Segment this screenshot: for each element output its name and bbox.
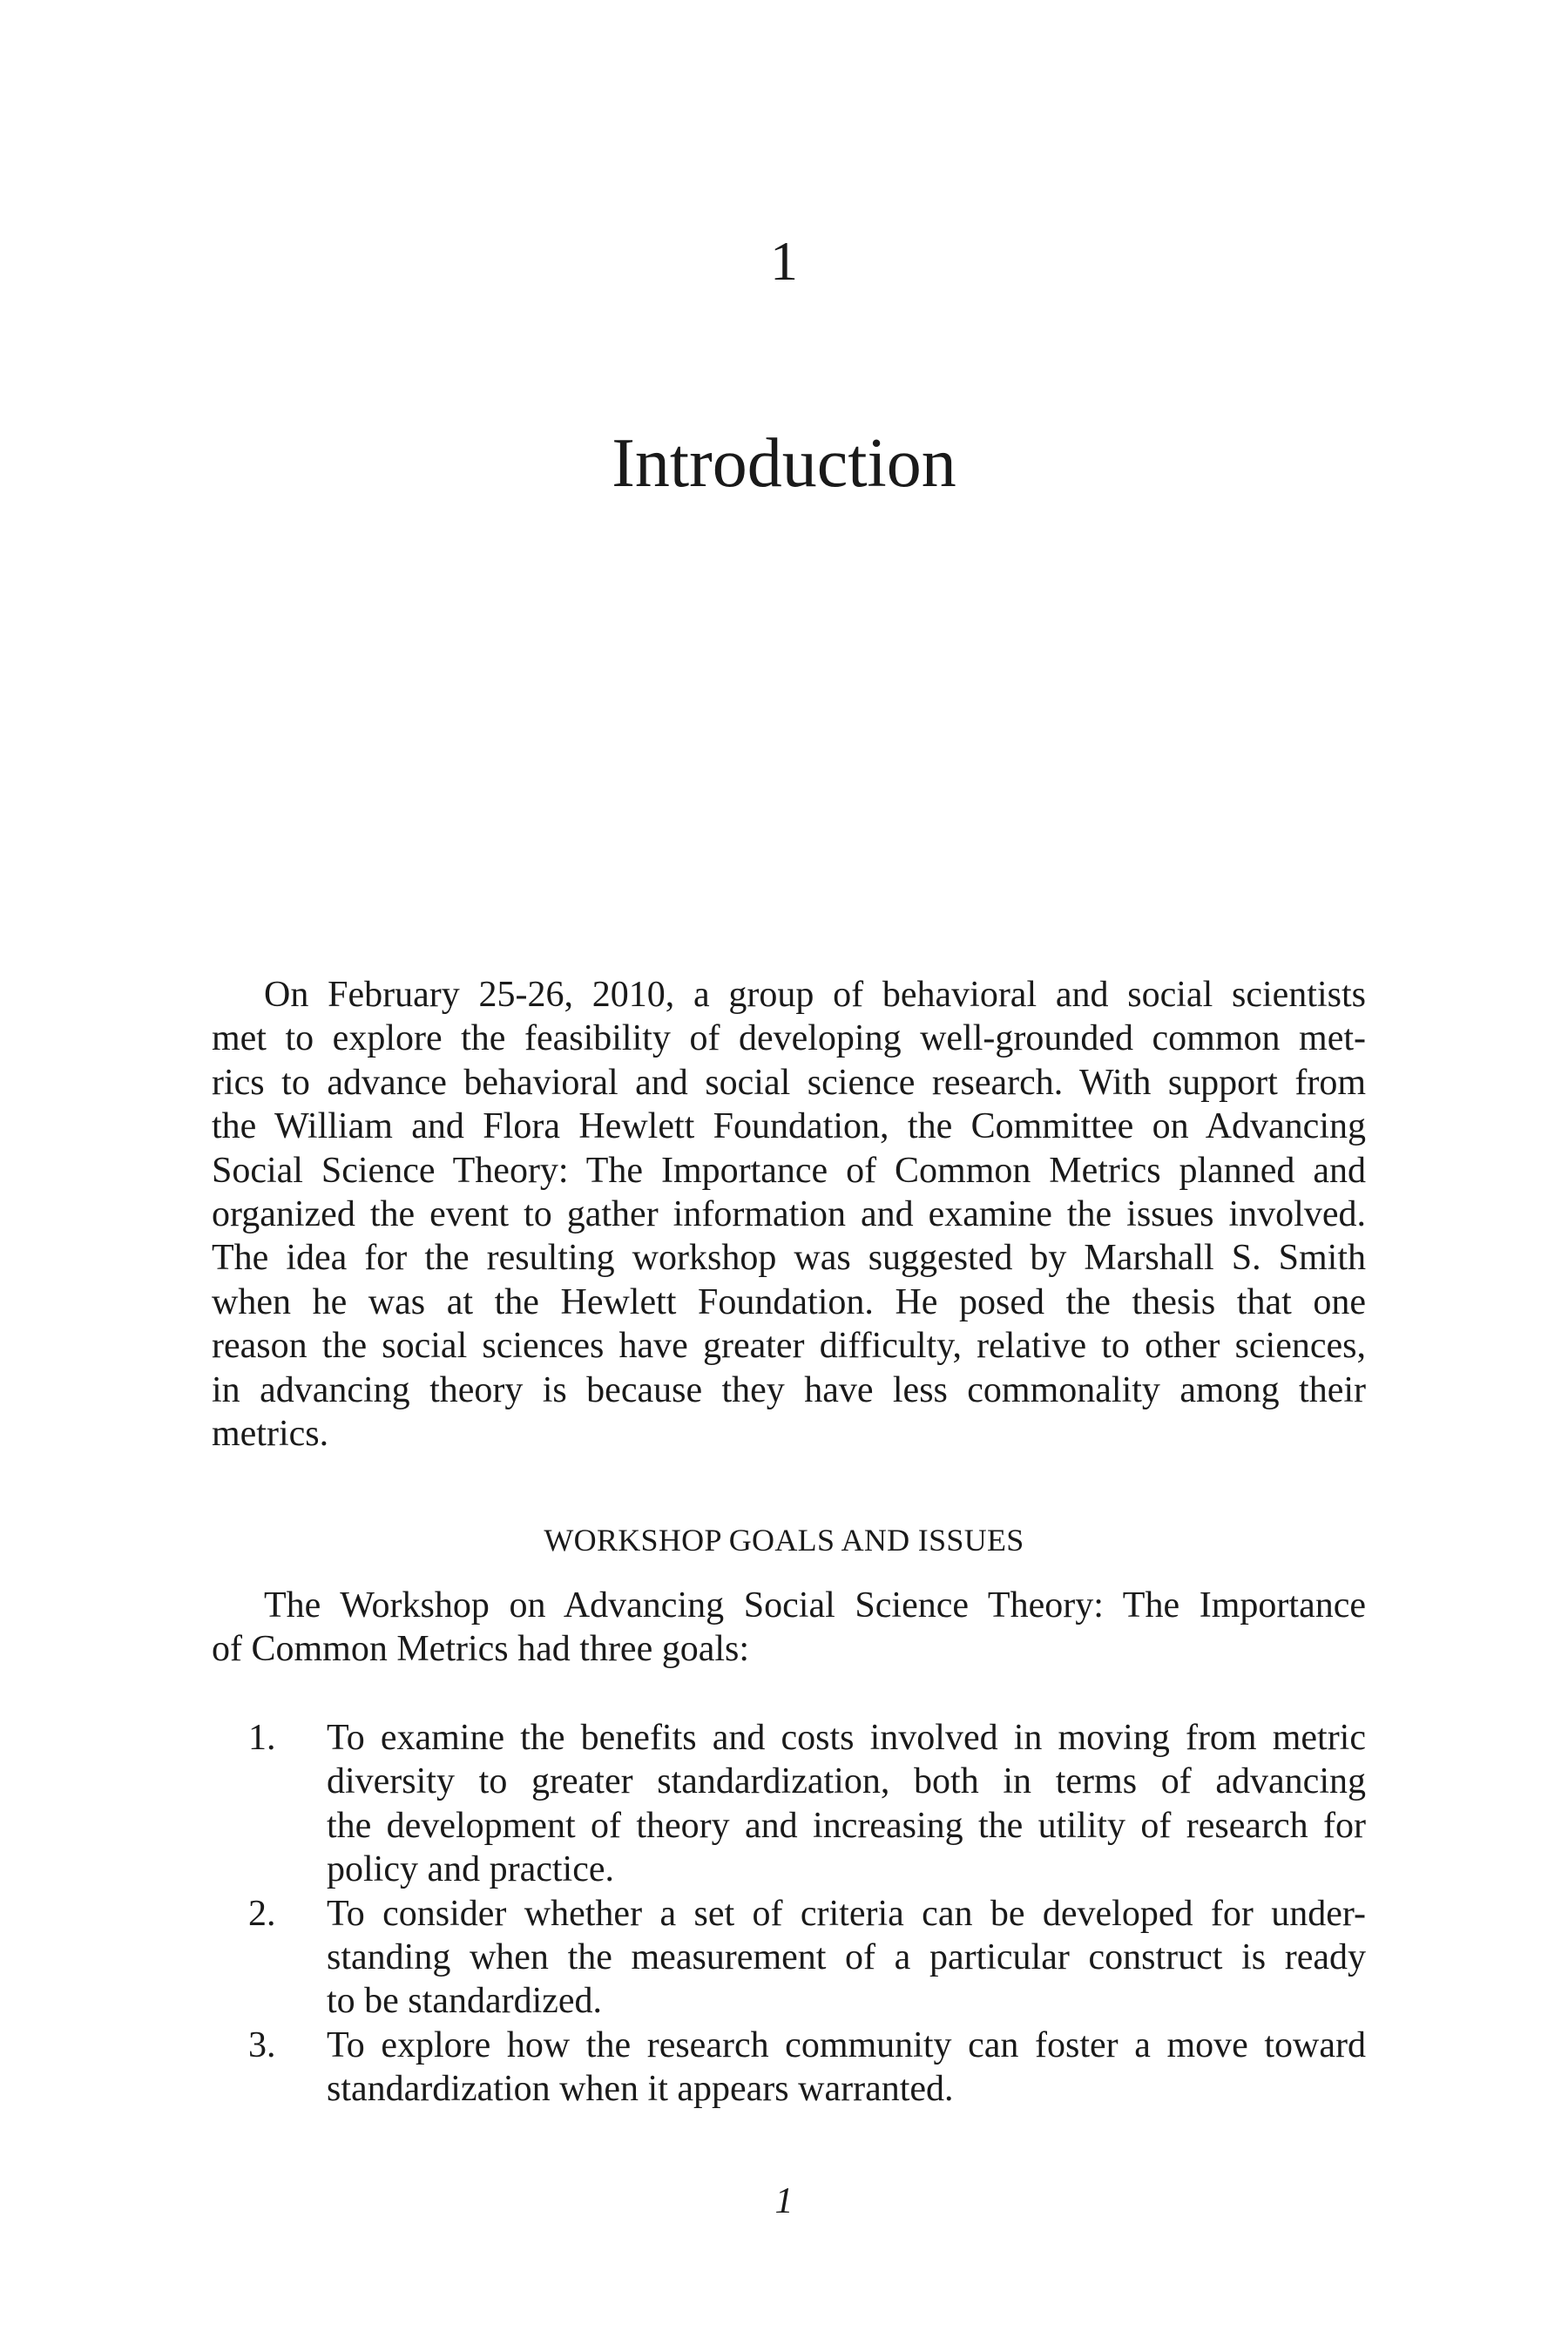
- list-item-line: To consider whether a set of criteria can be developed for under-: [327, 1893, 1366, 1934]
- list-item-line: standardization when it appears warranted.: [327, 2069, 954, 2110]
- list-item-line: to be standardized.: [327, 1981, 603, 2022]
- goals-list: [212, 1716, 1366, 2112]
- paragraph-line: On February 25-26, 2010, a group of behavioral and social scientists: [264, 975, 1366, 1015]
- page-number: 1: [774, 2181, 794, 2221]
- chapter-number: 1: [770, 230, 798, 292]
- paragraph-line: metrics.: [212, 1413, 329, 1454]
- paragraph-line: The idea for the resulting workshop was suggested by Marshall S. Smith: [212, 1238, 1366, 1279]
- list-item-line: To explore how the research community can foster a move toward: [327, 2024, 1366, 2065]
- paragraph-line: organized the event to gather information and examine the issues involved.: [212, 1193, 1366, 1234]
- chapter-title: Introduction: [612, 425, 956, 502]
- paragraph-line: The Workshop on Advancing Social Science Theory: The Importance: [264, 1585, 1366, 1625]
- list-item-line: standing when the measurement of a particular construct is ready: [327, 1936, 1366, 1977]
- list-item-line: the development of theory and increasing the utility of research for: [327, 1805, 1366, 1846]
- list-item-line: policy and practice.: [327, 1849, 615, 1890]
- list-item-line: To examine the benefits and costs involved in moving from metric: [327, 1718, 1366, 1758]
- paragraph-line: the William and Flora Hewlett Foundation, the Committee on Advancing: [212, 1106, 1366, 1147]
- section-heading: WORKSHOP GOALS AND ISSUES: [544, 1523, 1024, 1558]
- paragraph-line: reason the social sciences have greater difficulty, relative to other sciences,: [212, 1326, 1366, 1367]
- list-item-number: 2.: [248, 1893, 276, 1934]
- paragraph-line: of Common Metrics had three goals:: [212, 1629, 750, 1670]
- intro-paragraph: [212, 973, 1366, 1456]
- list-item: [212, 2024, 1366, 2112]
- paragraph-line: rics to advance behavioral and social science research. With support from: [212, 1062, 1366, 1103]
- goals-intro-paragraph: [212, 1584, 1366, 1672]
- paragraph-line: when he was at the Hewlett Foundation. He posed the thesis that one: [212, 1281, 1366, 1322]
- list-item: [212, 1716, 1366, 1892]
- list-item-line: diversity to greater standardization, both in terms of advancing: [327, 1761, 1366, 1802]
- paragraph-line: in advancing theory is because they have less commonality among their: [212, 1369, 1366, 1410]
- list-item-number: 3.: [248, 2024, 276, 2065]
- paragraph-line: met to explore the feasibility of developing well-grounded common met-: [212, 1018, 1366, 1059]
- paragraph-line: Social Science Theory: The Importance of Common Metrics planned and: [212, 1150, 1366, 1191]
- list-item-number: 1.: [248, 1718, 276, 1758]
- list-item: [212, 1892, 1366, 2024]
